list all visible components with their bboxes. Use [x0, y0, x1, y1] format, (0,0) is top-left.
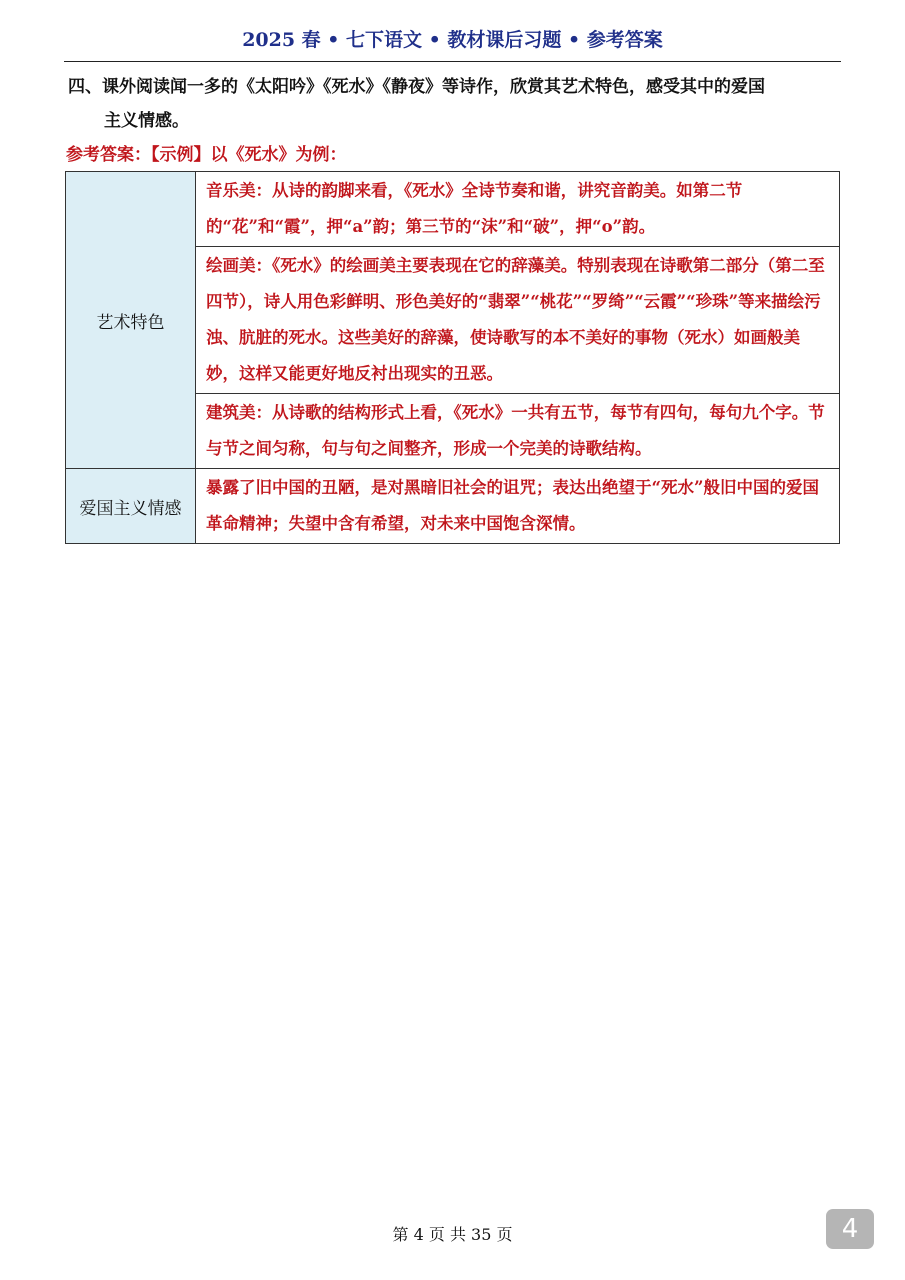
header-divider [64, 61, 841, 62]
page-footer: 第 4 页 共 35 页 [392, 1225, 513, 1244]
answer-intro: 参考答案：【示例】以《死水》为例： [66, 145, 347, 165]
music-beauty-cell: 音乐美：从诗的韵脚来看，《死水》全诗节奏和谐，讲究音韵美。如第二节的“花”和“霞”，押“a”韵；第三节的“沫”和“破”，押“o”韵。 [196, 172, 840, 247]
patriotic-emotion-cell: 暴露了旧中国的丑陋，是对黑暗旧社会的诅咒；表达出绝望于“死水”般旧中国的爱国革命精神；失望中含有希望，对未来中国饱含深情。 [196, 469, 840, 544]
table-row [66, 469, 840, 544]
table-row [66, 172, 840, 247]
page-header-title: 2025 春 • 七下语文 • 教材课后习题 • 参考答案 [242, 29, 663, 51]
page-number-badge: 4 [826, 1209, 874, 1249]
answer-table [65, 171, 840, 544]
question-line-2: 主义情感。 [104, 111, 189, 131]
art-features-label: 艺术特色 [66, 172, 196, 469]
question-line-1: 四、课外阅读闻一多的《太阳吟》《死水》《静夜》等诗作，欣赏其艺术特色，感受其中的爱国 [68, 77, 765, 97]
question-text [68, 70, 843, 138]
painting-beauty-cell: 绘画美：《死水》的绘画美主要表现在它的辞藻美。特别表现在诗歌第二部分（第二至四节），诗人用色彩鲜明、形色美好的“翡翠”“桃花”“罗绮”“云霞”“珍珠”等来描绘污浊、肮脏的死水。这些美好的辞藻，使诗歌写的本不美好的事物（死水）如画般美妙，这样又能更好地反衬出现实的丑恶。 [196, 247, 840, 394]
architecture-beauty-cell: 建筑美：从诗歌的结构形式上看，《死水》一共有五节，每节有四句，每句九个字。节与节之间匀称，句与句之间整齐，形成一个完美的诗歌结构。 [196, 394, 840, 469]
patriotic-emotion-label: 爱国主义情感 [66, 469, 196, 544]
